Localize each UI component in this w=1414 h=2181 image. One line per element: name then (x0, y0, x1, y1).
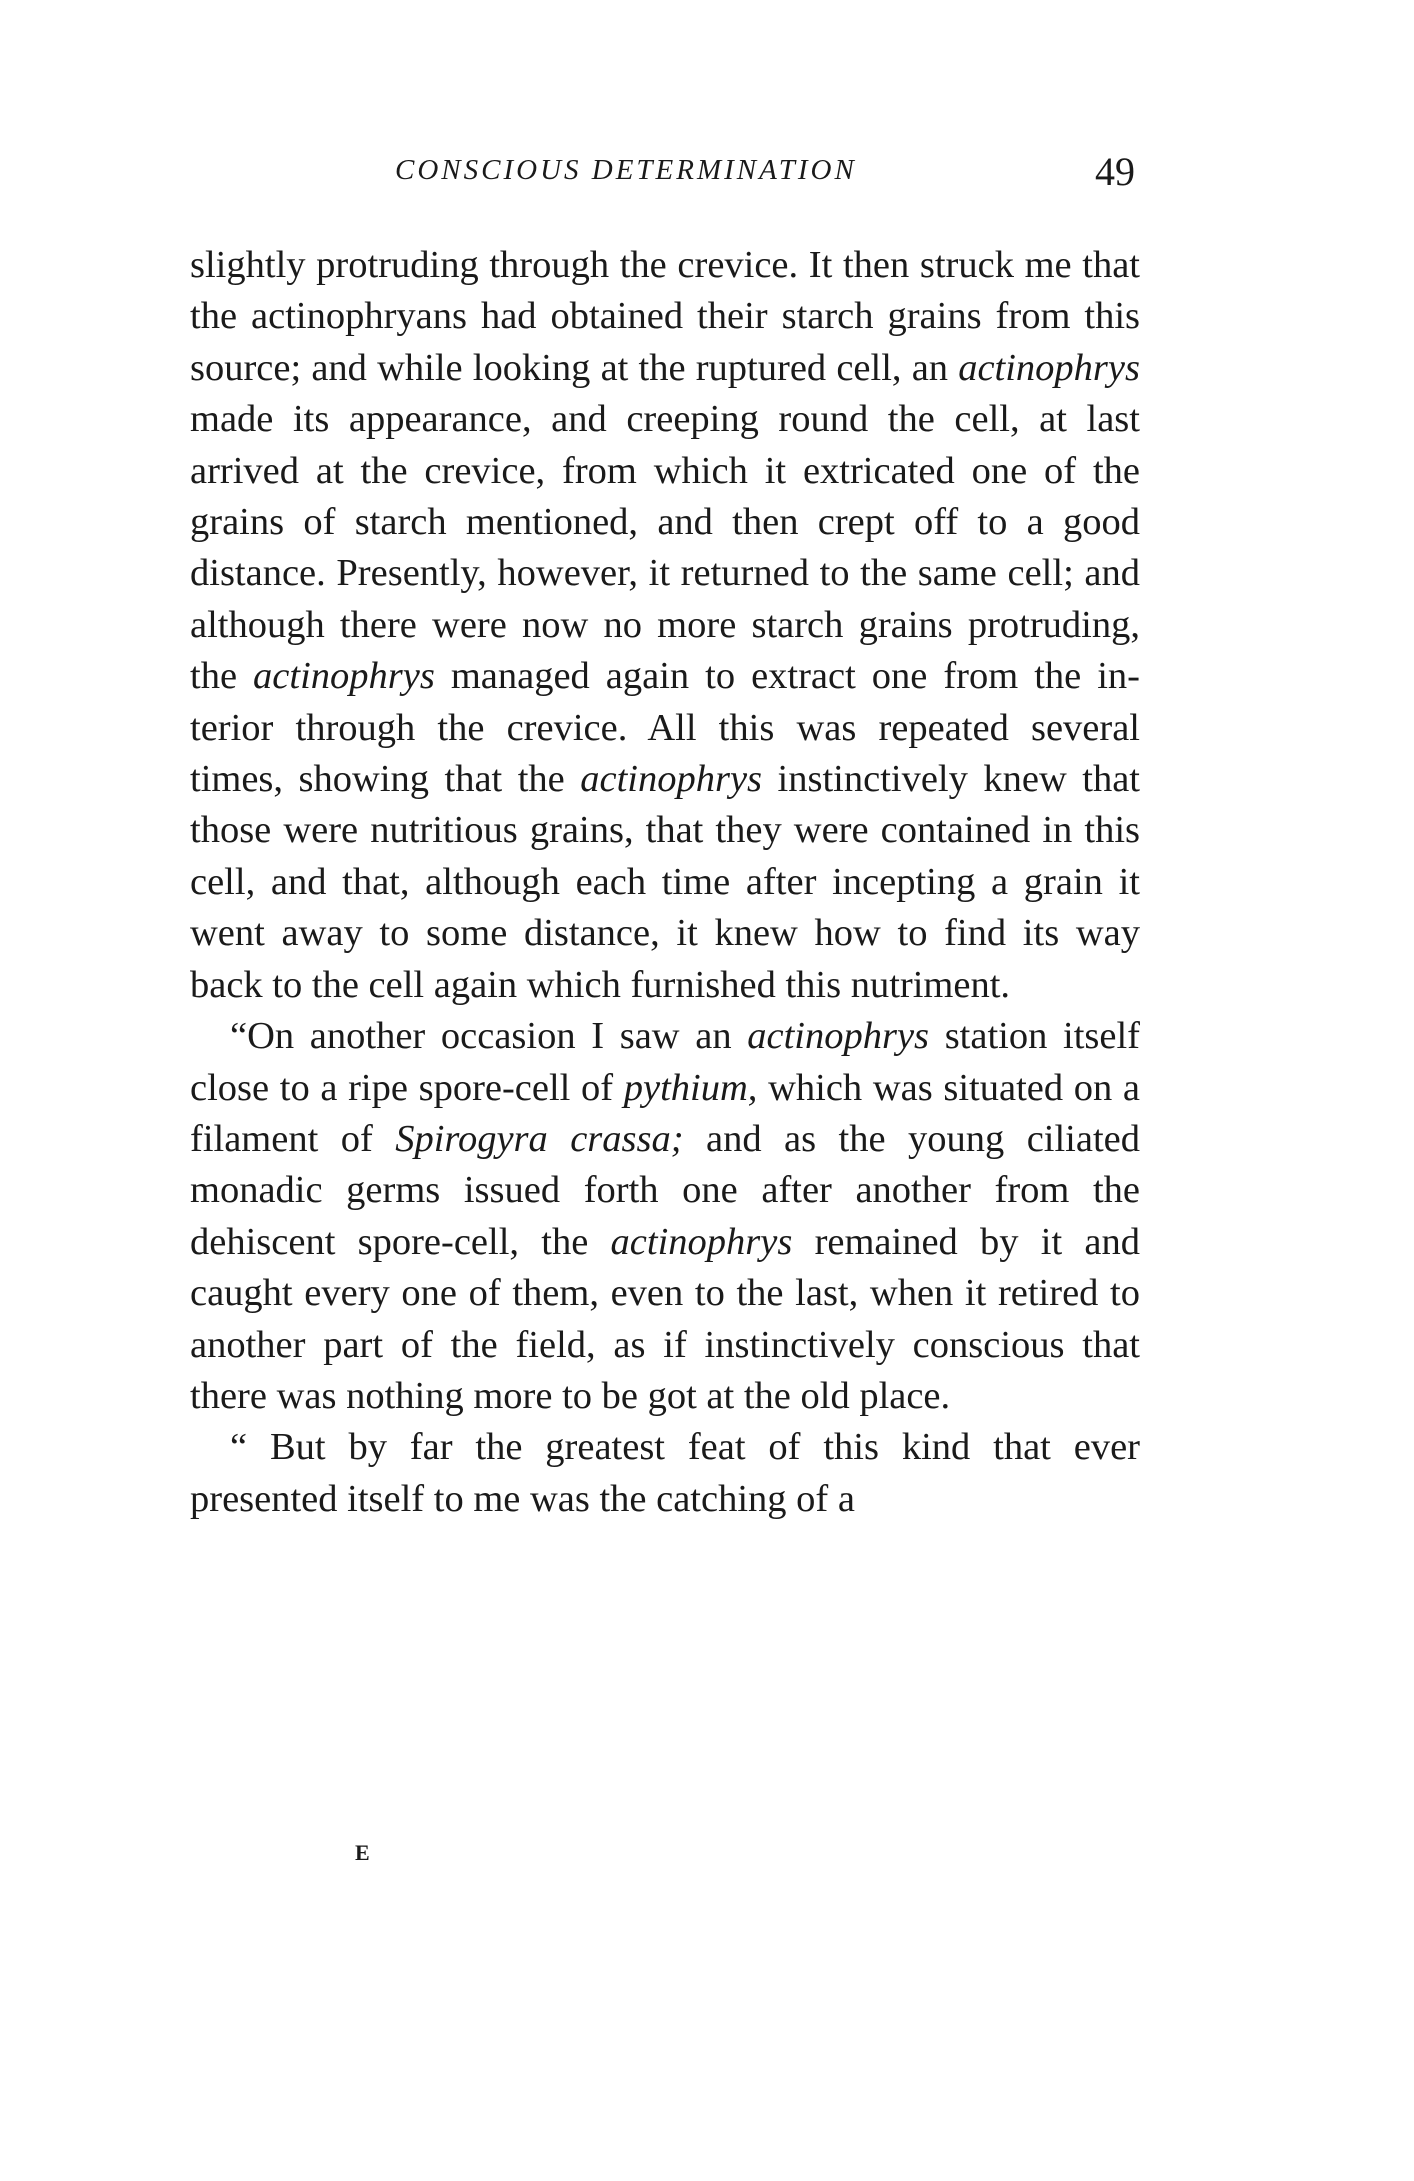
signature-mark: E (355, 1840, 371, 1865)
text-run: “On another occasion I saw an (230, 1015, 748, 1058)
text-run: instinctively knew that those were nutritious grains, that they were contained in this cell, and that, although each time after incepting a grain it went away to some distance, it knew how to find its way back to the cell again which furnished this nutriment. (190, 758, 1140, 1006)
text-run: remained by it and caught every one of them, even to the last, when it retired to another part of the field, as if instinctively conscious that there was nothing more to be got at the old place. (190, 1220, 1140, 1417)
italic-term: actinophrys (747, 1015, 930, 1058)
page-number: 49 (1095, 149, 1135, 194)
text-run: station itself close to a ripe spore-cell of (190, 1015, 1140, 1109)
running-title: CONSCIOUS DETERMINATION (395, 154, 857, 186)
running-head (190, 148, 1140, 198)
italic-term: Spirogyra crassa; (395, 1117, 684, 1160)
text-run: managed again to extract one from the interior through the crevice. All this was repeated several times, showing that the (190, 655, 1140, 801)
italic-term: actinophrys (958, 346, 1140, 389)
text-run: slightly protruding through the crevice. It then struck me that the actinophryans had obtained their starch grains from this source; and while looking at the ruptured cell, an (190, 244, 1140, 389)
italic-term: actinophrys (580, 758, 763, 801)
paragraph (190, 1422, 1140, 1525)
paragraph (190, 1011, 1140, 1422)
text-run: which was situated on a filament of (190, 1066, 1140, 1160)
text-run: “ But by far the greatest feat of this kind that ever presented itself to me was the catching of a (190, 1426, 1140, 1520)
italic-term: actinophrys (610, 1220, 793, 1263)
text-run: made its appearance, and creeping round the cell, at last arrived at the crevice, from which it extricated one of the grains of starch mentioned, and then crept off to a good distance. Presently, however, it returned to the same cell; and although there were now no more starch grains protruding, the (190, 398, 1140, 698)
italic-term: actinophrys (253, 655, 435, 698)
paragraph (190, 240, 1140, 1011)
body-text (190, 240, 1140, 1525)
text-run: and as the young ciliated monadic germs issued forth one after another from the dehiscent spore-cell, the (190, 1117, 1140, 1263)
italic-term: pythium, (623, 1066, 758, 1109)
